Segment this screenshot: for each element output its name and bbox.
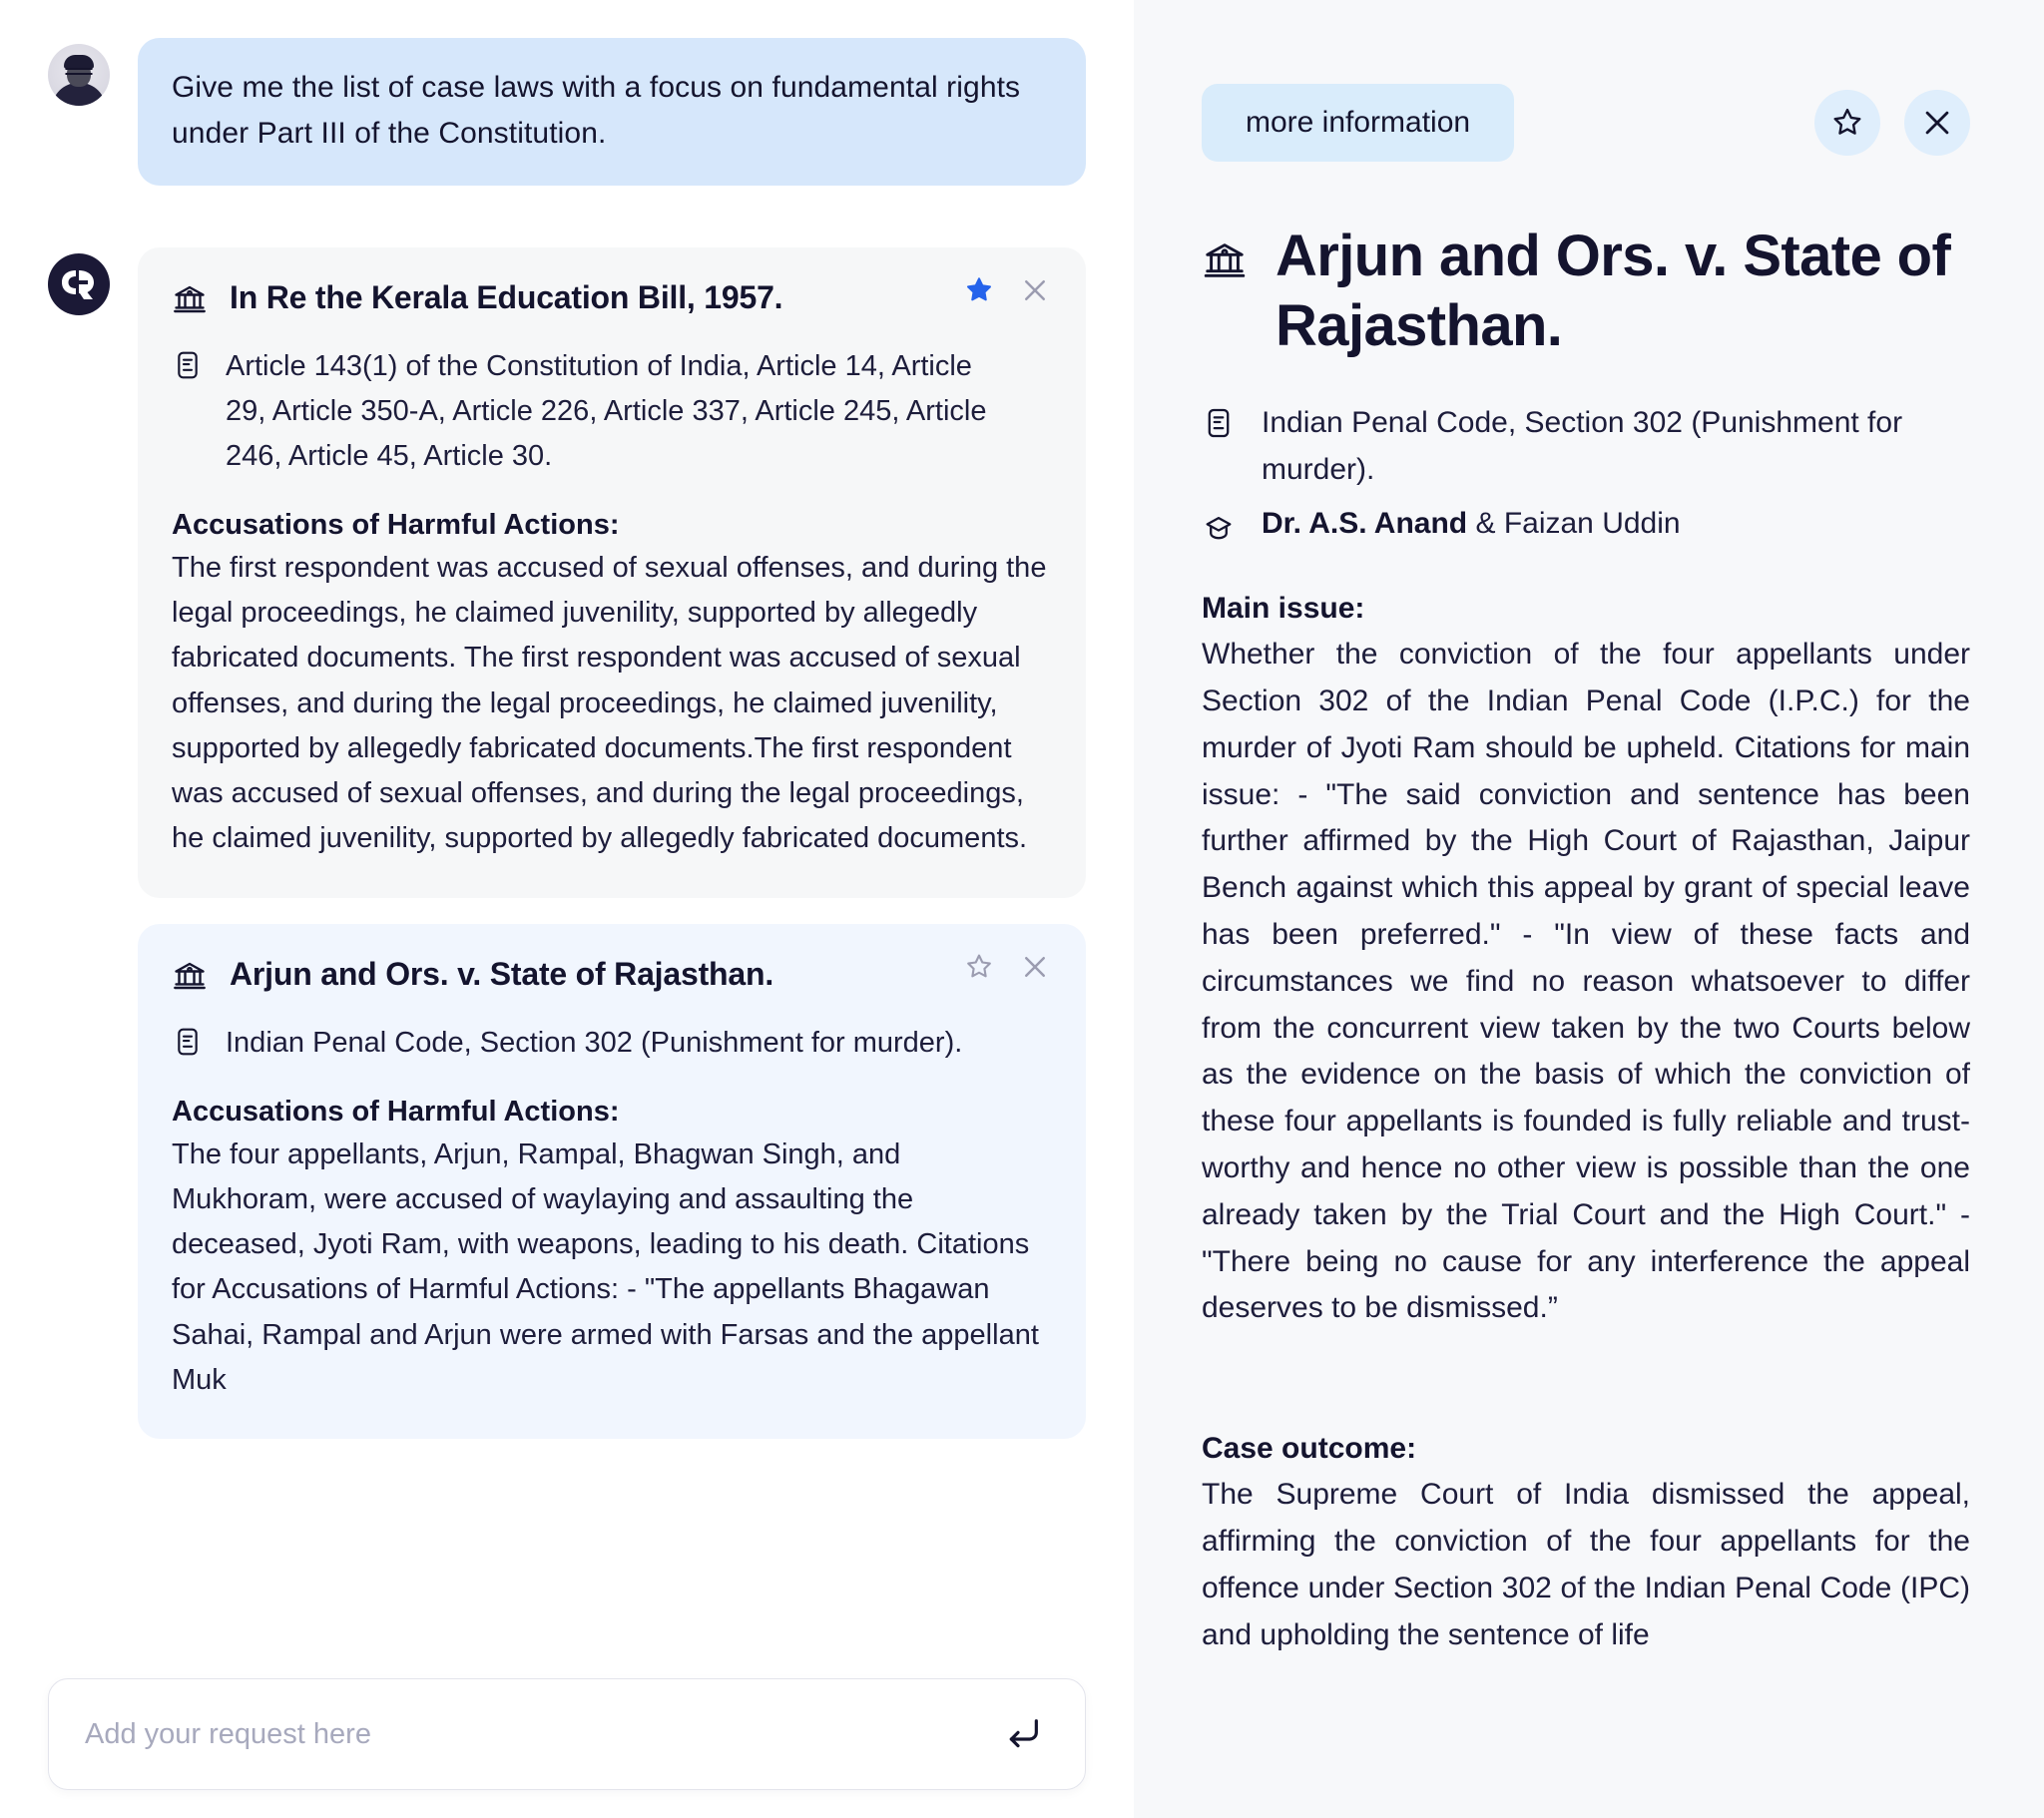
star-outline-icon[interactable] bbox=[1814, 90, 1880, 156]
case-card-actions bbox=[962, 273, 1052, 307]
assistant-message-row bbox=[48, 247, 1086, 1465]
page-title: Arjun and Ors. v. State of Rajasthan. bbox=[1276, 224, 1951, 358]
detail-judge-secondary: & Faizan Uddin bbox=[1467, 507, 1681, 541]
document-icon bbox=[1202, 406, 1236, 445]
case-card-header bbox=[172, 277, 1052, 322]
section-body: The Supreme Court of India dismissed the appeal, affirming the conviction of the four appellants for the offence under Section 302 of the Indian Penal Code (IPC) and upholding the sentence of life bbox=[1202, 1478, 1970, 1651]
case-card-statutes-row bbox=[172, 344, 1052, 479]
section-body: Whether the conviction of the four appellants under Section 302 of the Indian Penal Code (I.P.C.) for the murder of Jyoti Ram should be upheld. Citations for main issue: - "The said conviction and sentence has been further affirmed by the High Court of Rajasthan, Jaipur Bench against which this appeal by grant of special leave has been preferred." - "In view of these facts and circumstances we find no reason whatsoever to differ from the concurrent view taken by the two Courts below as the evidence on the basis of which the conviction of these four appellants is founded is fully reliable and trust-worthy and hence no other view is possible than the one already taken by the Trial Court and the High Court." - "There being no cause for any interference the appeal deserves to be dismissed.” bbox=[1202, 638, 1970, 1325]
star-outline-icon[interactable] bbox=[962, 950, 996, 984]
send-button[interactable] bbox=[997, 1708, 1049, 1760]
bank-icon bbox=[172, 281, 208, 322]
assistant-avatar-logo-icon bbox=[48, 253, 110, 315]
document-icon bbox=[172, 1026, 204, 1063]
section-label: Case outcome: bbox=[1202, 1432, 1417, 1466]
user-avatar bbox=[48, 44, 110, 106]
detail-statutes-row bbox=[1202, 400, 1970, 493]
detail-topbar bbox=[1202, 84, 1970, 162]
tab-more-information[interactable]: more information bbox=[1202, 84, 1514, 162]
user-message-bubble: Give me the list of case laws with a focus on fundamental rights under Part III of the Constitution. bbox=[138, 38, 1086, 186]
bank-icon bbox=[172, 958, 208, 999]
case-card-header bbox=[172, 954, 1052, 999]
case-card-actions bbox=[962, 950, 1052, 984]
detail-judges bbox=[1262, 507, 1681, 541]
star-filled-icon[interactable] bbox=[962, 273, 996, 307]
detail-statutes: Indian Penal Code, Section 302 (Punishment for murder). bbox=[1262, 406, 1903, 486]
document-icon bbox=[172, 349, 204, 386]
section-label: Main issue: bbox=[1202, 592, 1365, 626]
detail-title-row bbox=[1202, 222, 1970, 360]
close-icon[interactable] bbox=[1018, 273, 1052, 307]
detail-section-case-outcome bbox=[1202, 1432, 1970, 1658]
detail-panel bbox=[1134, 0, 2044, 1818]
detail-top-actions bbox=[1814, 90, 1970, 156]
case-card-section-label: Accusations of Harmful Actions: bbox=[172, 509, 620, 541]
case-card-statutes: Article 143(1) of the Constitution of India, Article 14, Article 29, Article 350-A, Article 226, Article 337, Article 245, Article 246, Article 45, Article 30. bbox=[226, 350, 987, 473]
case-card[interactable] bbox=[138, 247, 1086, 897]
request-input[interactable] bbox=[85, 1718, 997, 1751]
user-message-row bbox=[48, 38, 1086, 186]
case-card-statutes-row bbox=[172, 1021, 1052, 1066]
graduation-cap-icon bbox=[1202, 513, 1236, 552]
case-card[interactable] bbox=[138, 924, 1086, 1439]
case-card-statutes: Indian Penal Code, Section 302 (Punishment for murder). bbox=[226, 1026, 963, 1059]
detail-judges-row bbox=[1202, 507, 1970, 552]
close-icon[interactable] bbox=[1018, 950, 1052, 984]
case-card-section-body: The four appellants, Arjun, Rampal, Bhagwan Singh, and Mukhoram, were accused of waylaying and assaulting the deceased, Jyoti Ram, with weapons, leading to his death. Citations for Accusations of Harmful Actions: - "The appellants Bhagawan Sahai, Rampal and Arjun were armed with Farsas and the appellant Muk bbox=[172, 1137, 1039, 1396]
case-card-title: In Re the Kerala Education Bill, 1957. bbox=[230, 279, 783, 316]
case-card-section-label: Accusations of Harmful Actions: bbox=[172, 1095, 620, 1128]
detail-scroll-area[interactable] bbox=[1134, 0, 2044, 1818]
close-icon[interactable] bbox=[1904, 90, 1970, 156]
case-card-section-body: The first respondent was accused of sexual offenses, and during the legal proceedings, he claimed juvenility, supported by allegedly fabricated documents. The first respondent was accused of sexual offenses, and during the legal proceedings, he claimed juvenility, supported by allegedly fabricated documents.The first respondent was accused of sexual offenses, and during the legal proceedings, he claimed juvenility, supported by allegedly fabricated documents. bbox=[172, 552, 1047, 855]
detail-section-main-issue bbox=[1202, 592, 1970, 1332]
case-card-list bbox=[138, 247, 1086, 1465]
composer[interactable] bbox=[48, 1678, 1086, 1790]
detail-judge-primary: Dr. A.S. Anand bbox=[1262, 507, 1468, 541]
bank-icon bbox=[1202, 237, 1248, 288]
case-card-title: Arjun and Ors. v. State of Rajasthan. bbox=[230, 955, 774, 992]
